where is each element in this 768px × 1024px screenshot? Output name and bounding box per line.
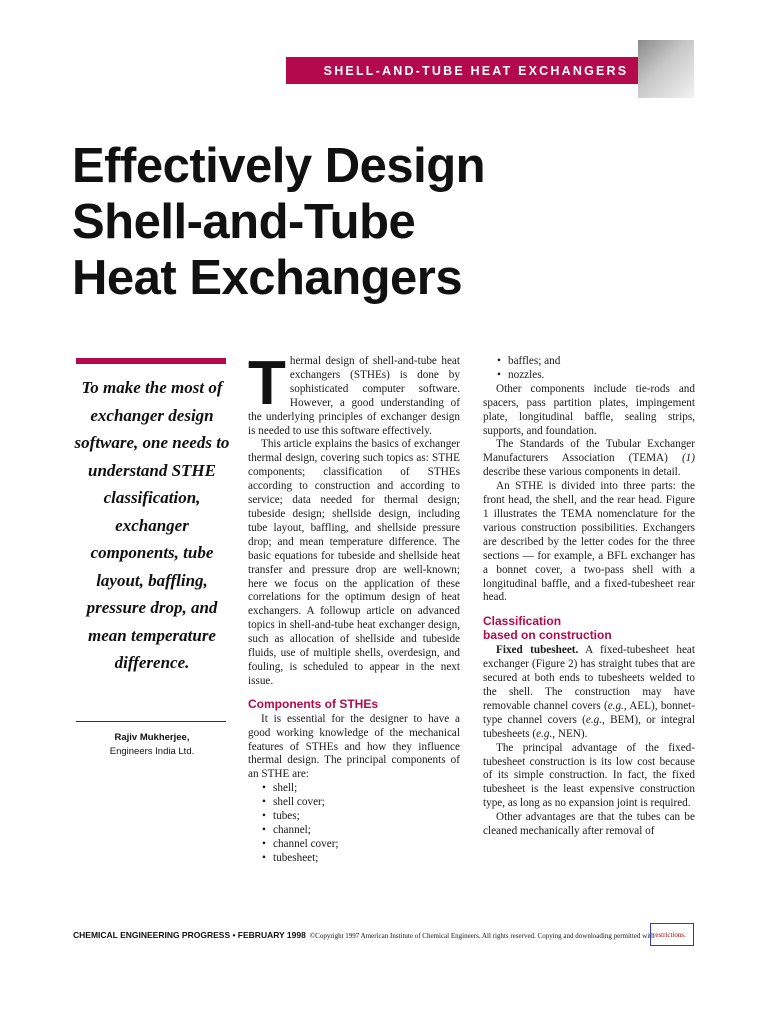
components-list-continued	[483, 355, 695, 383]
text-column-1	[248, 349, 460, 866]
list-item: • tubes;	[262, 810, 460, 824]
title-line-3: Heat Exchangers	[72, 251, 463, 305]
components-list	[248, 782, 460, 865]
list-item: • baffles; and	[497, 355, 695, 369]
title-line-1: Effectively Design	[72, 139, 486, 193]
list-item: • nozzles.	[497, 369, 695, 383]
tema-paragraph	[483, 438, 695, 480]
overview-paragraph: This article explains the basics of exchanger thermal design, covering such topics as: STHE components; classification of STHEs according to construction and according to service; data needed for thermal design; tubeside design; shellside design, including tube layout, baffling, and shellside pressure drop; and mean temperature difference. The basic equations for tubeside and shellside heat transfer and pressure drop are well-known; here we focus on the application of these correlations for the optimum design of heat exchangers. A followup article on advanced topics in shell-and-tube heat exchanger design, such as allocation of shellside and tubeside fluids, use of multiple shells, overdesign, and fouling, is scheduled to appear in the next issue.	[248, 438, 460, 687]
other-advantages-paragraph: Other advantages are that the tubes can be cleaned mechanically after removal of	[483, 811, 695, 838]
intro-text: hermal design of shell-and-tube heat exchangers (STHEs) is done by sophisticated computer software. However, a good understanding of the underlying principles of exchanger design is needed to use this software effectively.	[248, 355, 460, 437]
section-banner	[286, 57, 666, 84]
fixed-tubesheet-label: Fixed tubesheet.	[496, 644, 579, 657]
eg-abbrev: e.g.,	[585, 713, 605, 726]
fixed-tubesheet-text-d: NEN).	[555, 727, 588, 740]
intro-paragraph	[248, 349, 460, 438]
eg-abbrev: e.g.,	[607, 699, 627, 712]
reference-number: (1)	[681, 452, 695, 465]
section-banner-label: SHELL-AND-TUBE HEAT EXCHANGERS	[323, 63, 629, 78]
components-paragraph: It is essential for the designer to have a good working knowledge of the mechanical features of STHEs and how they influence thermal design. The principal components of an STHE are:	[248, 712, 460, 781]
pull-quote-rule	[76, 358, 226, 364]
drop-cap: T	[248, 349, 286, 418]
list-item: • shell;	[262, 782, 460, 796]
fixed-tubesheet-text-a: A fixed-tubesheet heat exchanger (Figure 2) has straight tubes that are secured at both ends to tubesheets welded to the shell. The construction may have removable channel covers (	[483, 644, 696, 712]
list-item: • tubesheet;	[262, 852, 460, 866]
page-footer	[73, 929, 713, 942]
author-affiliation: Engineers India Ltd.	[109, 746, 195, 757]
list-item: • shell cover;	[262, 796, 460, 810]
author-name: Rajiv Mukherjee,	[114, 732, 190, 743]
article-title	[72, 138, 692, 306]
text-column-2	[483, 355, 695, 839]
decorative-gray-square	[638, 40, 694, 98]
fixed-tubesheet-paragraph	[483, 644, 695, 741]
heading-line-2: based on construction	[483, 628, 612, 643]
copyright-notice: ©Copyright 1997 American Institute of Chemical Engineers. All rights reserved. Copying and downloading permitted with	[309, 932, 655, 940]
list-item: • channel cover;	[262, 838, 460, 852]
eg-abbrev: e.g.,	[536, 727, 556, 740]
author-divider	[76, 721, 226, 722]
advantage-paragraph: The principal advantage of the fixed-tubesheet construction is its low cost because of its simple construction. In fact, the fixed tubesheet is the least expensive construction type, as long as no expansion joint is required.	[483, 741, 695, 810]
heading-classification	[483, 614, 695, 642]
heading-line-1: Classification	[483, 614, 562, 629]
tema-text: The Standards of the Tubular Exchanger Manufacturers Association (TEMA)	[483, 438, 695, 465]
heading-components: Components of STHEs	[248, 696, 379, 711]
journal-citation: CHEMICAL ENGINEERING PROGRESS • FEBRUARY 1998	[73, 930, 306, 940]
fixed-tubesheet-text-c: BEM), or integral tubesheets (	[483, 713, 695, 740]
tema-text-end: describe these various components in detail.	[483, 466, 681, 479]
fixed-tubesheet-text-b: AEL), bonnet-type channel covers (	[483, 699, 695, 726]
title-line-2: Shell-and-Tube	[72, 195, 416, 249]
list-item: • channel;	[262, 824, 460, 838]
pull-quote: To make the most of exchanger design software, one needs to understand STHE classification, exchanger components, tube layout, baffling, pressure drop, and mean temperature difference.	[74, 378, 230, 672]
restrictions-link[interactable]: restrictions.	[653, 931, 686, 939]
sthe-parts-paragraph: An STHE is divided into three parts: the front head, the shell, and the rear head. Figure 1 illustrates the TEMA nomenclature for the various construction possibilities. Exchangers are described by the letter codes for the three sections — for example, a BFL exchanger has a bonnet cover, a two-pass shell with a longitudinal baffle, and a fixed-tubesheet rear head.	[483, 480, 695, 604]
author-block	[78, 731, 226, 759]
other-components-paragraph: Other components include tie-rods and spacers, pass partition plates, impingement plate, longitudinal baffle, sealing strips, supports, and foundation.	[483, 382, 695, 437]
